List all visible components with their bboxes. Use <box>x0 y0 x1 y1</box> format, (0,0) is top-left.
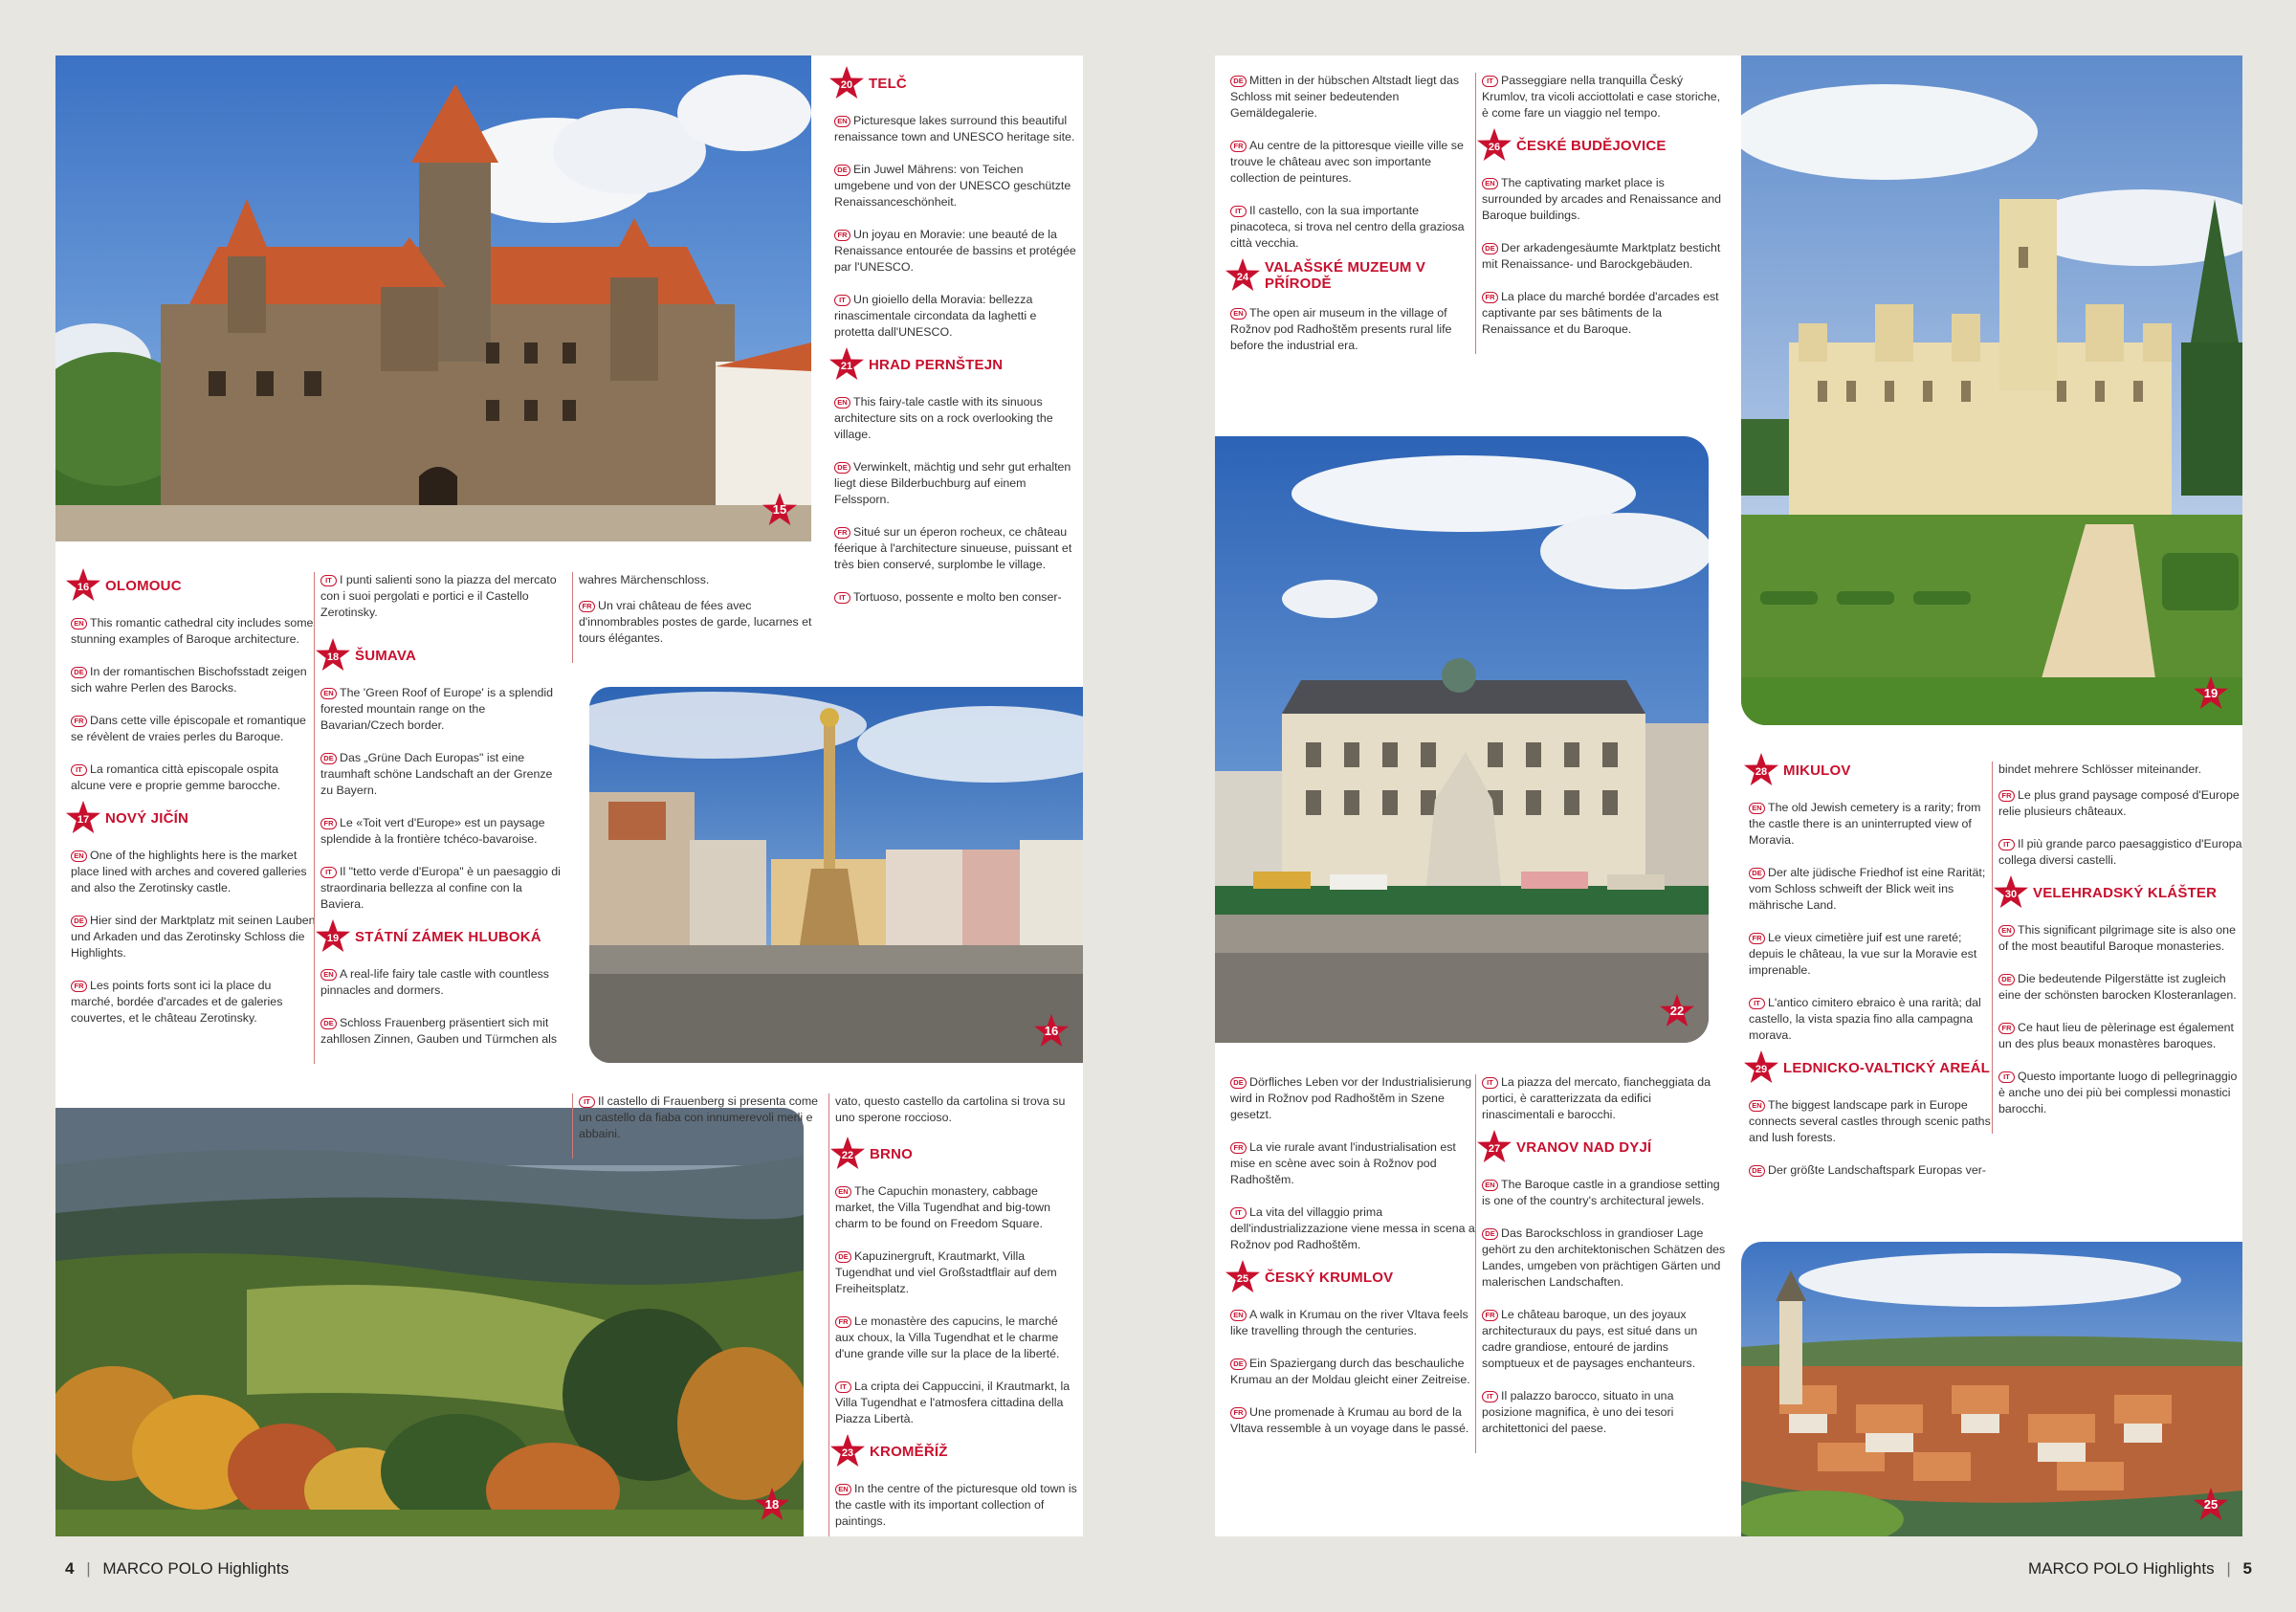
section-heading <box>1225 1259 1475 1295</box>
section-heading <box>1993 874 2242 911</box>
text-en: EN This fairy-tale castle with its sinuous architecture sits on a rock overlooking the village. <box>834 395 1053 441</box>
star-number-icon: 17 <box>65 800 101 836</box>
photo-number-badge: 16 <box>1033 1013 1070 1049</box>
text-en: EN In the centre of the picturesque old town is the castle with its important collection of paintings. <box>835 1482 1077 1528</box>
text-de: DE Schloss Frauenberg präsentiert sich mit zahllosen Zinnen, Gauben und Türmchen als <box>320 1016 558 1046</box>
photo-olomouc-square <box>589 687 1083 1063</box>
publication-title: MARCO POLO Highlights <box>2028 1559 2215 1578</box>
text-de: DE Der arkadengesäumte Marktplatz besticht mit Renaissance- und Barockgebäuden. <box>1482 241 1721 271</box>
text-en: EN The old Jewish cemetery is a rarity; from the castle there is an uninterrupted view of Moravia. <box>1749 801 1981 847</box>
text-it: IT Il più grande parco paesaggistico d'Europa collega diversi castelli. <box>1998 837 2242 867</box>
section-title: STÁTNÍ ZÁMEK HLUBOKÁ <box>355 928 541 945</box>
text-de: DE Die bedeutende Pilgerstätte ist zugleich eine der schönsten barocken Klosteranlagen. <box>1998 972 2237 1002</box>
star-number-icon: 23 <box>829 1433 866 1469</box>
text-fr: FR Situé sur un éperon rocheux, ce château féerique à l'architecture sinueuse, puissant et très bien conservé, surplombe le village. <box>834 525 1072 571</box>
text-column-4 <box>1475 1074 1726 1453</box>
text-de: DE Mitten in der hübschen Altstadt liegt das Schloss mit seiner bedeutenden Gemäldegalerie. <box>1230 74 1460 120</box>
section-title: OLOMOUC <box>105 577 182 594</box>
text-fr: FR Les points forts sont ici la place du marché, bordée d'arcades et de galeries couvertes, et le château Zerotinsky. <box>71 979 283 1025</box>
text-column-2 <box>314 572 564 1064</box>
text-en: EN A real-life fairy tale castle with countless pinnacles and dormers. <box>320 967 549 997</box>
section-heading <box>1743 1049 1994 1086</box>
text-column-4 <box>828 65 1079 622</box>
text-en: EN A walk in Krumau on the river Vltava feels like travelling through the centuries. <box>1230 1308 1468 1337</box>
section-heading <box>65 800 316 836</box>
text-de: DE Verwinkelt, mächtig und sehr gut erhalten liegt diese Bilderbuchburg auf einem Felssporn. <box>834 460 1071 506</box>
text-it: IT La cripta dei Cappuccini, il Krautmarkt, la Villa Tugendhat e l'atmosfera cittadina della Piazza Libertà. <box>835 1380 1071 1425</box>
text-fr: FR Dans cette ville épiscopale et romantique se révèlent de vraies perles du Baroque. <box>71 714 306 743</box>
star-number-icon: 18 <box>315 637 351 674</box>
text-it: IT I punti salienti sono la piazza del mercato con i suoi pergolati e portici e il Castello Zerotinsky. <box>320 573 557 619</box>
text-it: IT Un gioiello della Moravia: bellezza rinascimentale circondata da laghetti e protetta dall'UNESCO. <box>834 293 1037 339</box>
section-heading <box>1476 127 1726 164</box>
text-it: IT L'antico cimitero ebraico è una rarità; dal castello, la vista spazia fino alla campagna morava. <box>1749 996 1981 1042</box>
text-fr: FR La place du marché bordée d'arcades est captivante par ses bâtiments de la Renaissance et du Baroque. <box>1482 290 1719 336</box>
text-en: EN The biggest landscape park in Europe connects several castles through scenic paths and lush forests. <box>1749 1098 1991 1144</box>
text-fr: FR Au centre de la pittoresque vieille ville se trouve le château avec son importante collection de peintures. <box>1230 139 1464 185</box>
text-fr: FR Le plus grand paysage composé d'Europe relie plusieurs châteaux. <box>1998 788 2240 818</box>
photo-number-badge: 15 <box>762 492 798 528</box>
footer-right: MARCO POLO Highlights | 5 <box>2028 1559 2252 1578</box>
section-title: VRANOV NAD DYJÍ <box>1516 1138 1652 1156</box>
text-en: EN One of the highlights here is the market place lined with arches and covered galleries and also the Zerotinsky castle. <box>71 849 307 894</box>
section-heading <box>828 346 1079 383</box>
text-fr: FR Ce haut lieu de pèlerinage est également un des plus beaux monastères baroques. <box>1998 1021 2234 1050</box>
section-title: HRAD PERNŠTEJN <box>869 356 1004 373</box>
section-heading <box>829 1136 1079 1172</box>
text-it: IT Il "tetto verde d'Europa" è un paesaggio di straordinaria bellezza al confine con la Baviera. <box>320 865 561 911</box>
star-number-icon: 25 <box>1225 1259 1261 1295</box>
text-column-1 <box>1225 73 1475 370</box>
text-en: EN The Baroque castle in a grandiose setting is one of the country's architectural jewels. <box>1482 1178 1720 1207</box>
section-title: KROMĚŘÍŽ <box>870 1443 948 1460</box>
text-fr: FR Le monastère des capucins, le marché aux choux, la Villa Tugendhat et le charme d'une grande ville sur la place de la liberté. <box>835 1314 1060 1360</box>
text-it: IT Tortuoso, possente e molto ben conser- <box>828 589 1079 606</box>
text-column-3 <box>1225 1074 1475 1453</box>
star-number-icon: 27 <box>1476 1129 1512 1165</box>
section-title: NOVÝ JIČÍN <box>105 809 189 827</box>
photo-number-badge: 22 <box>1659 993 1695 1029</box>
section-title: ČESKÉ BUDĚJOVICE <box>1516 137 1667 154</box>
text-column-3b <box>572 1093 823 1159</box>
text-it: IT Passeggiare nella tranquilla Český Krumlov, tra vicoli acciottolati e case storiche, è come fare un viaggio nel tempo. <box>1482 74 1721 120</box>
text-it: IT La piazza del mercato, fiancheggiata da portici, è caratterizzata da edifici rinascimentali e barocchi. <box>1482 1075 1711 1121</box>
text-fr: FR Le château baroque, un des joyaux architecturaux du pays, est situé dans un cadre grandiose, entouré de jardins somptueux et de paysages enchanteurs. <box>1482 1308 1698 1370</box>
star-number-icon: 24 <box>1225 257 1261 294</box>
photo-number-badge: 19 <box>2193 675 2229 712</box>
text-de: DE Ein Juwel Mährens: von Teichen umgebene und von der UNESCO geschützte Renaissanceschönheit. <box>834 163 1071 209</box>
text-column-1 <box>65 567 316 1043</box>
text-en: EN The Capuchin monastery, cabbage market, the Villa Tugendhat and big-town charm to be found on Freedom Square. <box>835 1184 1051 1230</box>
section-title: VALAŠSKÉ MUZEUM V PŘÍRODĚ <box>1265 259 1426 292</box>
text-de: DE Der größte Landschaftspark Europas ver- <box>1743 1162 1994 1179</box>
section-title: VELEHRADSKÝ KLÁŠTER <box>2033 884 2218 901</box>
text-it: IT Il castello, con la sua importante pinacoteca, si trova nel centro della graziosa città vecchia. <box>1230 204 1465 250</box>
text-de: DE Hier sind der Marktplatz mit seinen Lauben und Arkaden und das Zerotinsky Schloss die Highlights. <box>71 914 316 960</box>
text-fr: FR Le «Toit vert d'Europe» est un paysage splendide à la frontière tchéco-bavaroise. <box>320 816 545 846</box>
photo-number-badge: 25 <box>2193 1487 2229 1523</box>
star-number-icon: 21 <box>828 346 865 383</box>
text-fr: FR Un joyau en Moravie: une beauté de la Renaissance entourée de bassins et protégée par l'UNESCO. <box>834 228 1076 274</box>
right-page <box>1215 55 2242 1536</box>
photo-sumava-forest <box>55 1108 804 1536</box>
text-it: IT La vita del villaggio prima dell'industrializzazione viene messa in scena a Rožnov pod Radhoštěm. <box>1230 1205 1475 1251</box>
text-de-cont: bindet mehrere Schlösser miteinander. <box>1998 762 2202 776</box>
section-heading <box>1743 752 1994 788</box>
text-column-5 <box>828 1093 1079 1536</box>
text-fr: FR Le vieux cimetière juif est une rareté; depuis le château, la vue sur la Moravie est imprenable. <box>1749 931 1977 977</box>
section-heading <box>65 567 316 604</box>
star-number-icon: 26 <box>1476 127 1512 164</box>
text-de: DE Ein Spaziergang durch das beschauliche Krumau an der Moldau gleicht einer Zeitreise. <box>1230 1357 1470 1386</box>
text-column-3 <box>572 572 823 663</box>
section-title: ČESKÝ KRUMLOV <box>1265 1269 1394 1286</box>
section-heading <box>828 65 1079 101</box>
page-number: 5 <box>2242 1559 2252 1578</box>
text-en: EN The 'Green Roof of Europe' is a splendid forested mountain range on the Bavarian/Czech border. <box>320 686 554 732</box>
section-title: TELČ <box>869 75 907 92</box>
text-it: IT Questo importante luogo di pellegrinaggio è anche uno dei più bei complessi monastici barocchi. <box>1998 1070 2238 1115</box>
text-en: EN The open air museum in the village of Rožnov pod Radhoštěm presents rural life before the industrial era. <box>1230 306 1452 352</box>
text-de: DE Der alte jüdische Friedhof ist eine Rarität; vom Schloss schweift der Blick weit ins mährische Land. <box>1749 866 1986 912</box>
star-number-icon: 28 <box>1743 752 1779 788</box>
text-de: DE Das Barockschloss in grandioser Lage gehört zu den architektonischen Schätzen des Landes, umgeben von prächtigen Gärten und malerischen Landschaften. <box>1482 1226 1726 1289</box>
photo-number-badge: 18 <box>754 1487 790 1523</box>
text-en: EN This romantic cathedral city includes some stunning examples of Baroque architecture. <box>71 616 314 646</box>
photo-brno-market <box>1215 436 1709 1043</box>
section-heading <box>829 1433 1079 1469</box>
section-heading <box>315 918 564 955</box>
page-number: 4 <box>65 1559 75 1578</box>
section-title: ŠUMAVA <box>355 647 416 664</box>
section-title: MIKULOV <box>1783 762 1851 779</box>
star-number-icon: 22 <box>829 1136 866 1172</box>
text-de-cont: wahres Märchenschloss. <box>579 573 710 586</box>
section-heading <box>1476 1129 1726 1165</box>
text-it: IT La romantica città episcopale ospita alcune vere e proprie gemme barocche. <box>71 762 281 792</box>
star-number-icon: 19 <box>315 918 351 955</box>
section-heading <box>315 637 564 674</box>
text-it-cont: vato, questo castello da cartolina si trova su uno sperone roccioso. <box>835 1094 1066 1124</box>
text-en: EN The captivating market place is surrounded by arcades and Renaissance and Baroque buildings. <box>1482 176 1722 222</box>
photo-hluboka-castle <box>1741 55 2242 725</box>
text-it: IT Il palazzo barocco, situato in una posizione magnifica, è uno dei tesori architettonici del paese. <box>1482 1389 1674 1435</box>
section-title: LEDNICKO-VALTICKÝ AREÁL <box>1783 1059 1990 1076</box>
left-page <box>55 55 1083 1536</box>
star-number-icon: 16 <box>65 567 101 604</box>
text-it: IT Il castello di Frauenberg si presenta come un castello da fiaba con innumerevoli merli e abbaini. <box>579 1094 819 1140</box>
text-de: DE Kapuzinergruft, Krautmarkt, Villa Tugendhat und viel Großstadtflair auf dem Freiheitsplatz. <box>835 1249 1057 1295</box>
star-number-icon: 30 <box>1993 874 2029 911</box>
publication-title: MARCO POLO Highlights <box>102 1559 289 1578</box>
text-de: DE Dörfliches Leben vor der Industrialisierung wird in Rožnov pod Radhoštěm in Szene gesetzt. <box>1230 1075 1472 1121</box>
star-number-icon: 29 <box>1743 1049 1779 1086</box>
section-title: BRNO <box>870 1145 913 1162</box>
photo-castle-bouzov <box>55 55 811 541</box>
text-en: EN Picturesque lakes surround this beautiful renaissance town and UNESCO heritage site. <box>834 114 1075 144</box>
text-fr: FR Une promenade à Krumau au bord de la Vltava ressemble à un voyage dans le passé. <box>1230 1405 1469 1435</box>
text-column-2 <box>1475 73 1726 354</box>
text-column-6 <box>1992 762 2242 1134</box>
text-fr: FR Un vrai château de fées avec d'innombrables postes de garde, lucarnes et tours élégantes. <box>579 599 812 645</box>
star-number-icon: 20 <box>828 65 865 101</box>
footer-left: 4 | MARCO POLO Highlights <box>65 1559 289 1578</box>
text-fr: FR La vie rurale avant l'industrialisation est mise en scène avec soin à Rožnov pod Radhoštěm. <box>1230 1140 1456 1186</box>
text-de: DE In der romantischen Bischofsstadt zeigen sich wahre Perlen des Barocks. <box>71 665 307 695</box>
section-heading <box>1225 257 1475 294</box>
text-de: DE Das „Grüne Dach Europas" ist eine traumhaft schöne Landschaft an der Grenze zu Bayern. <box>320 751 553 797</box>
text-column-5 <box>1743 752 1994 1195</box>
text-en: EN This significant pilgrimage site is also one of the most beautiful Baroque monasteries. <box>1998 923 2236 953</box>
photo-cesky-krumlov <box>1741 1242 2242 1536</box>
